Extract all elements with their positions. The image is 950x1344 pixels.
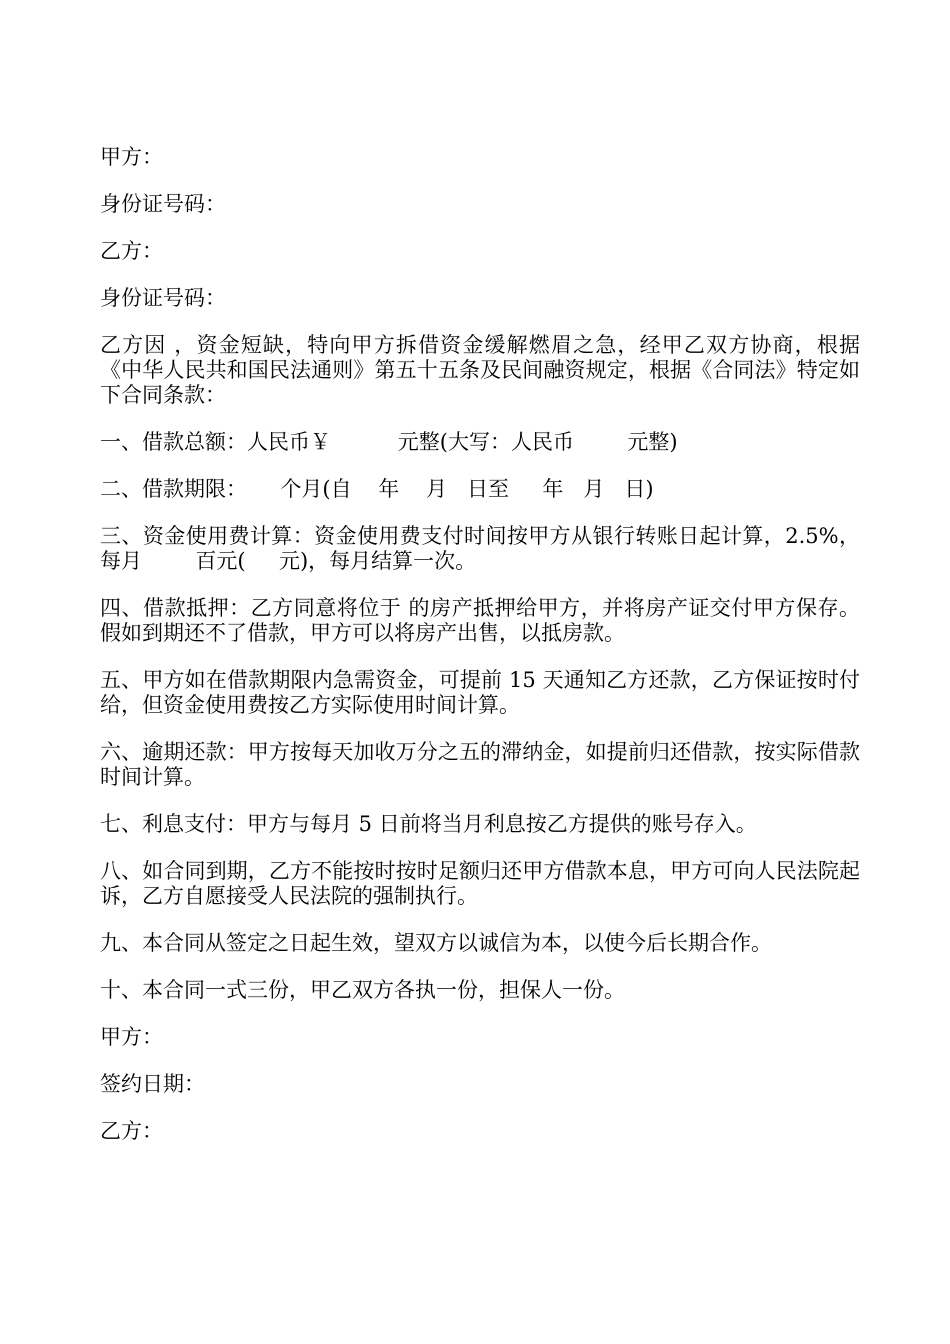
clause-8-default: 八、如合同到期，乙方不能按时按时足额归还甲方借款本息，甲方可向人民法院起诉，乙方自愿接受人民法院的强制执行。 [100,859,860,908]
clause-6-overdue: 六、逾期还款：甲方按每天加收万分之五的滞纳金，如提前归还借款，按实际借款时间计算。 [100,740,860,789]
clause-5-early-repayment: 五、甲方如在借款期限内急需资金，可提前 15 天通知乙方还款，乙方保证按时付给，但资金使用费按乙方实际使用时间计算。 [100,668,860,717]
party-b-id-label: 身份证号码： [100,286,226,310]
party-b-label: 乙方： [100,239,163,263]
clause-2-loan-term: 二、借款期限： 个月(自 年 月 日至 年 月 日) [100,477,654,501]
clause-9-effective: 九、本合同从签定之日起生效，望双方以诚信为本，以使今后长期合作。 [100,931,772,955]
signature-party-a: 甲方： [100,1025,163,1049]
clause-7-interest-payment: 七、利息支付：甲方与每月 5 日前将当月利息按乙方提供的账号存入。 [100,812,757,836]
clause-3-fee-calculation: 三、资金使用费计算：资金使用费支付时间按甲方从银行转账日起计算，2.5%，每月 百元( 元)，每月结算一次。 [100,524,860,573]
signature-date: 签约日期： [100,1072,205,1096]
signature-party-b: 乙方： [100,1119,163,1143]
clause-10-copies: 十、本合同一式三份，甲乙双方各执一份，担保人一份。 [100,978,625,1002]
clause-4-mortgage: 四、借款抵押：乙方同意将位于 的房产抵押给甲方，并将房产证交付甲方保存。假如到期还不了借款，甲方可以将房产出售，以抵房款。 [100,596,860,645]
document-body [100,145,860,1166]
preamble-paragraph: 乙方因 ，资金短缺，特向甲方拆借资金缓解燃眉之急，经甲乙双方协商，根据《中华人民共和国民法通则》第五十五条及民间融资规定，根据《合同法》特定如下合同条款： [100,333,860,407]
party-a-label: 甲方： [100,145,163,169]
clause-1-loan-amount: 一、借款总额：人民币￥ 元整(大写：人民币 元整) [100,430,678,454]
party-a-id-label: 身份证号码： [100,192,226,216]
